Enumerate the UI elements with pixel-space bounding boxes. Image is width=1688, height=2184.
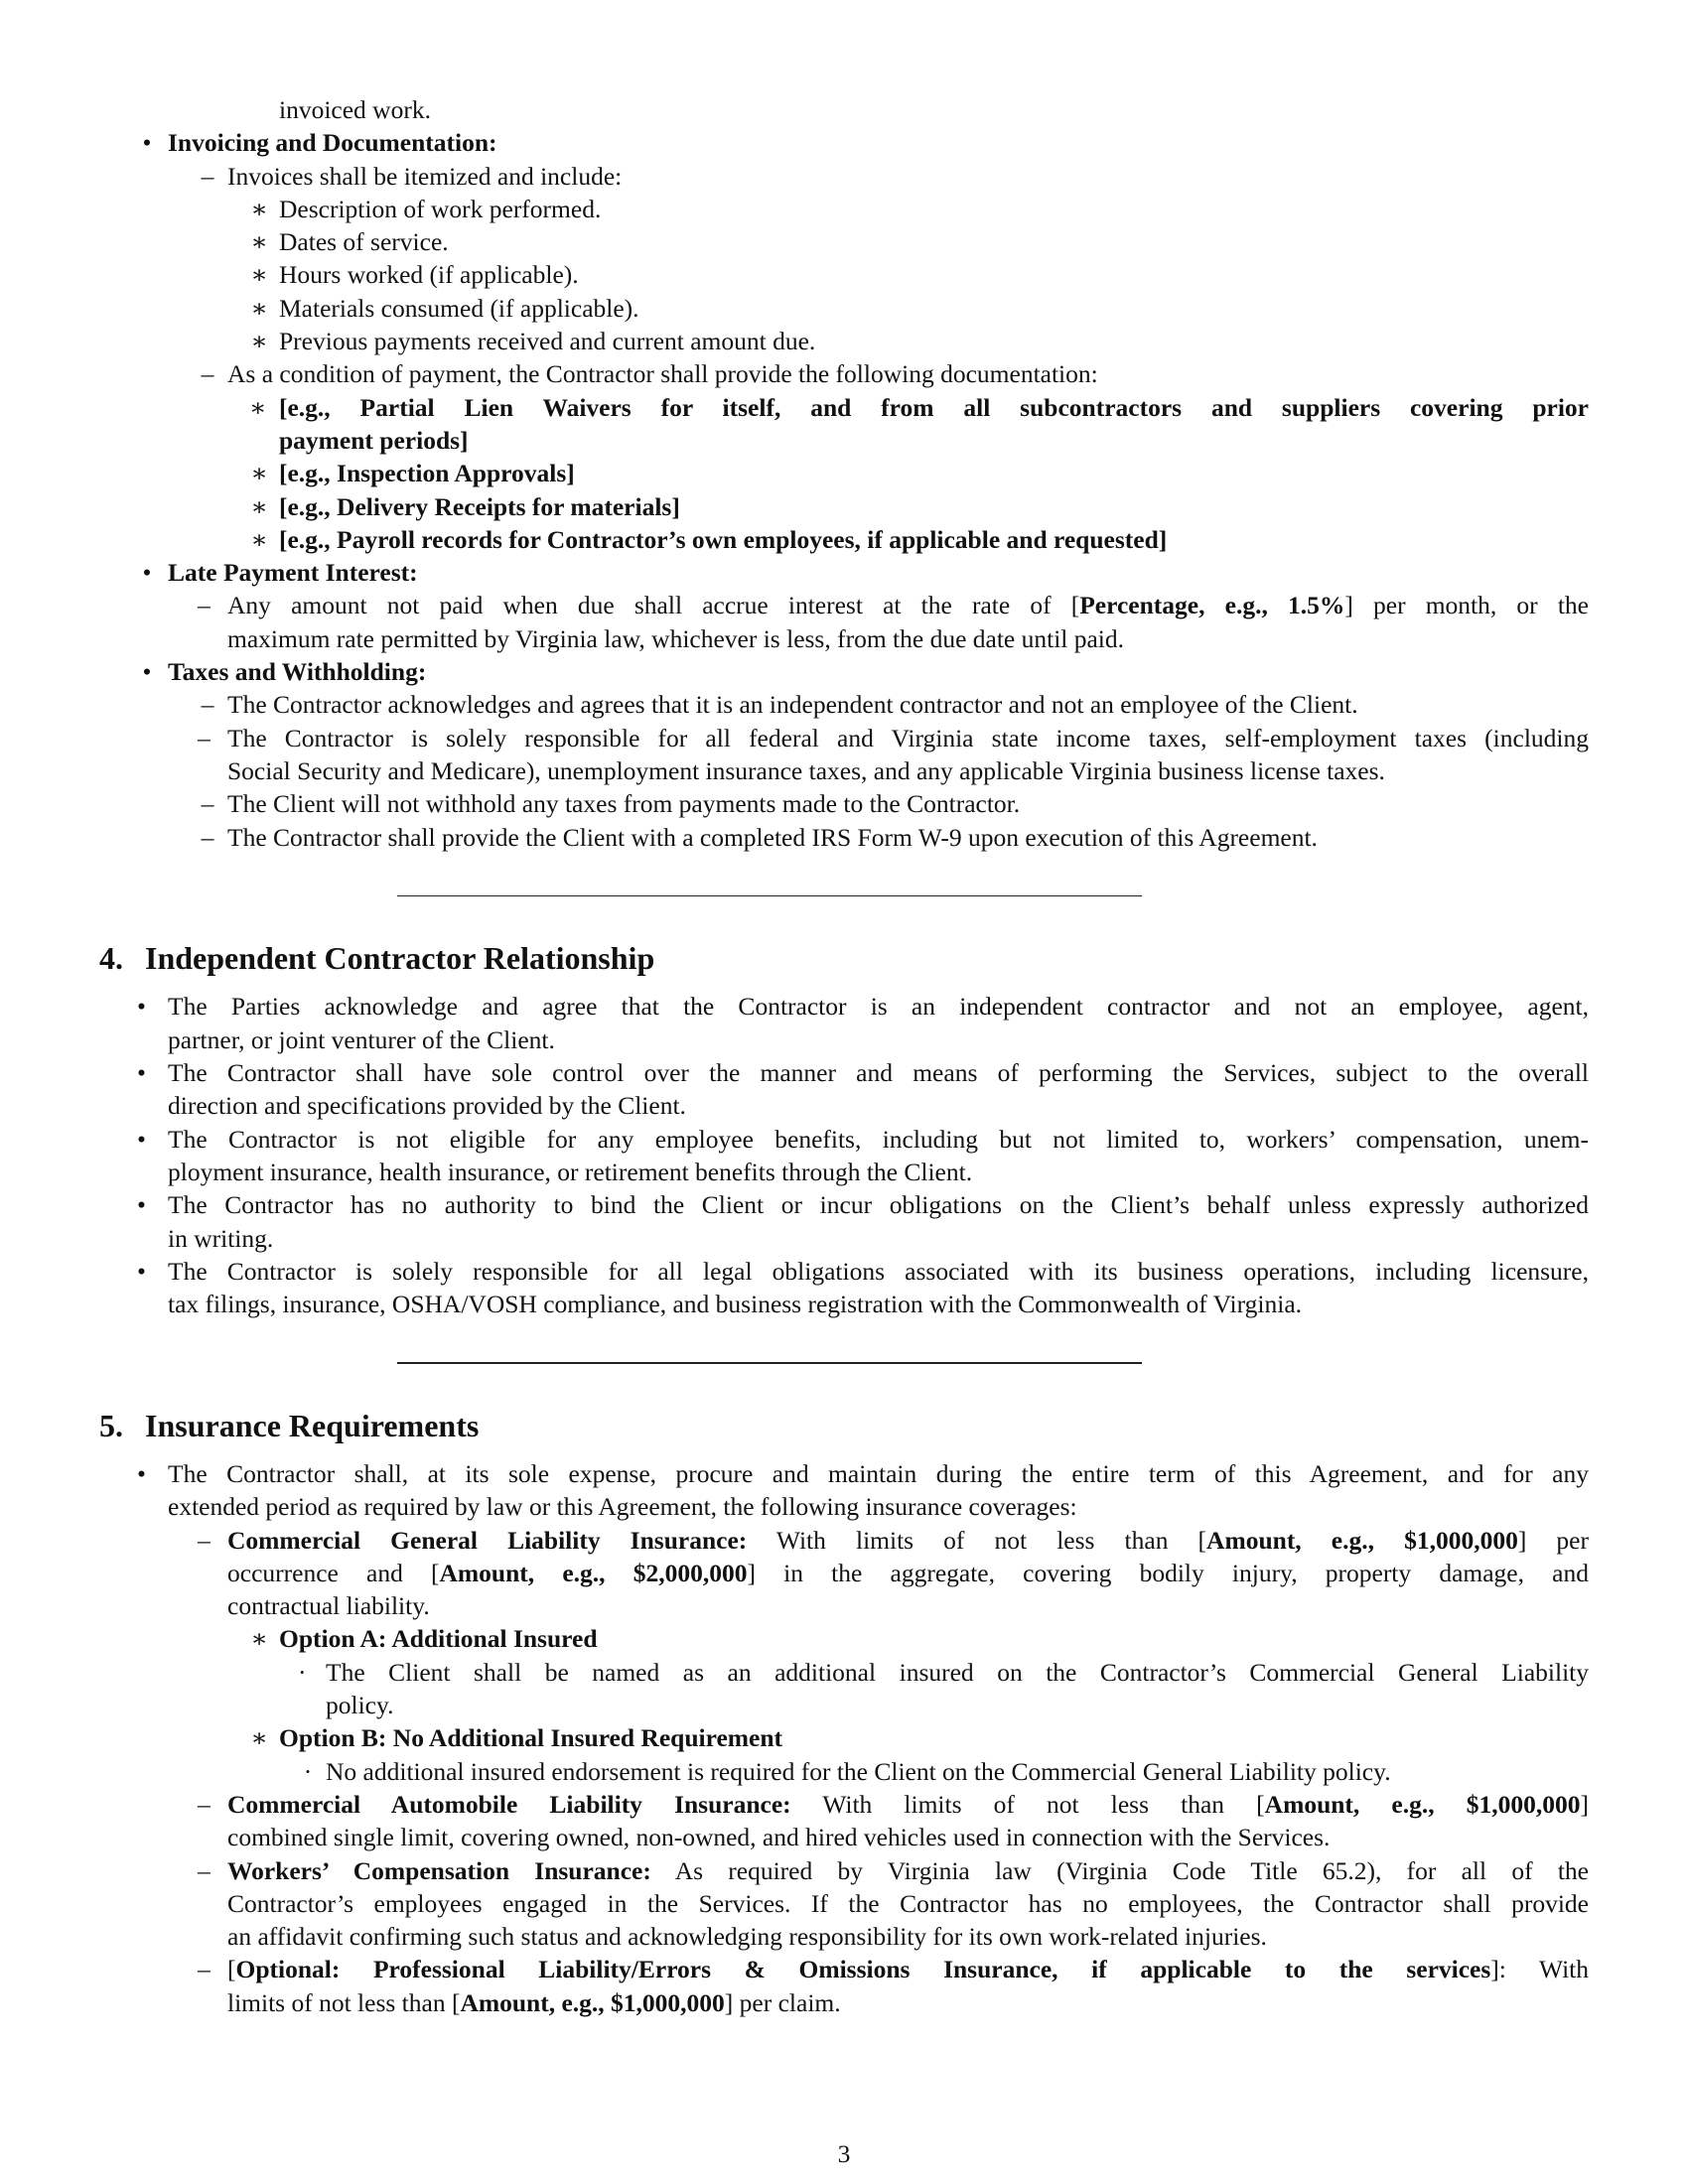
bullet-icon: • (137, 1458, 146, 1488)
dash-icon: – (198, 1789, 211, 1819)
item-text: [e.g., Delivery Receipts for materials] (279, 491, 680, 521)
item-text: As required by Virginia law (Virginia Code Title 65.2), for all of the (650, 1855, 1589, 1885)
item-text: Dates of service. (279, 227, 449, 257)
item-text: Invoices shall be itemized and include: (227, 161, 623, 191)
continued-text: invoiced work. (279, 95, 431, 124)
item-continuation: combined single limit, covering owned, non-owned, and hired vehicles used in connection with the Services. (227, 1823, 1331, 1852)
asterisk-icon: ∗ (250, 327, 268, 356)
item-heading: Taxes and Withholding: (168, 657, 427, 687)
item-text: The Contractor is not eligible for any employee benefits, including but not limited to, workers’ compensation, unem- (168, 1124, 1589, 1154)
list-item (99, 225, 1589, 258)
item-text: The Contractor is solely responsible for all legal obligations associated with its business operations, including licensure, (168, 1256, 1589, 1286)
item-text: [e.g., Payroll records for Contractor’s own employees, if applicable and requested] (279, 524, 1168, 554)
list-item (99, 325, 1589, 357)
list-item (99, 258, 1589, 291)
dash-icon: – (201, 161, 214, 191)
list-item (99, 292, 1589, 325)
bullet-icon: • (142, 657, 152, 687)
document-page (99, 93, 1589, 2019)
list-item (99, 1721, 1589, 1754)
list-item (99, 1854, 1589, 1887)
item-text: ] per month, or the (1344, 591, 1589, 620)
asterisk-icon: ∗ (250, 459, 268, 488)
list-item (99, 1188, 1589, 1221)
section-heading (99, 938, 1589, 978)
item-heading: Late Payment Interest: (168, 558, 418, 588)
list-item (99, 655, 1589, 688)
item-continuation: Contractor’s employees engaged in the Services. If the Contractor has no employees, the Contractor shall provide (227, 1888, 1589, 1918)
dash-icon: – (201, 690, 214, 720)
item-text: The Client will not withhold any taxes from payments made to the Contractor. (227, 789, 1021, 819)
section-number: 5. (99, 1407, 123, 1443)
item-text: ] (1580, 1789, 1589, 1819)
list-item (99, 722, 1589, 754)
item-continuation: partner, or joint venturer of the Client. (168, 1024, 555, 1054)
item-text: The Contractor has no authority to bind the Client or incur obligations on the Client’s behalf unless expressly authorized (168, 1190, 1589, 1220)
item-text: With limits of not less than [ (747, 1525, 1207, 1555)
page-number: 3 (837, 2139, 851, 2168)
dash-icon: – (198, 1855, 211, 1885)
item-continuation: an affidavit confirming such status and acknowledging responsibility for its own work-related injuries. (227, 1922, 1267, 1952)
dot-icon: · (298, 1657, 307, 1687)
list-item (99, 490, 1589, 523)
section-title: Independent Contractor Relationship (145, 940, 655, 977)
dash-icon: – (198, 1955, 211, 1984)
dash-icon: – (198, 591, 211, 620)
item-heading: Commercial Automobile Liability Insurance: (227, 1789, 791, 1819)
bullet-icon: • (137, 1058, 146, 1088)
placeholder-text: Optional: Professional Liability/Errors & Omissions Insurance, if applicable to the services (235, 1955, 1491, 1984)
dot-icon: · (303, 1756, 313, 1786)
asterisk-icon: ∗ (250, 491, 268, 521)
dash-icon: – (201, 822, 214, 852)
item-text: Description of work performed. (279, 194, 602, 223)
item-continuation: maximum rate permitted by Virginia law, whichever is less, from the due date until paid. (227, 623, 1125, 653)
item-text: [e.g., Partial Lien Waivers for itself, and from all subcontractors and suppliers covering prior (279, 392, 1589, 422)
item-text: [e.g., Inspection Approvals] (279, 459, 575, 488)
asterisk-icon: ∗ (249, 392, 267, 422)
item-text: The Client shall be named as an additional insured on the Contractor’s Commercial General Liability (326, 1657, 1589, 1687)
list-item (99, 1953, 1589, 1985)
bullet-icon: • (137, 1256, 146, 1286)
list-item (99, 787, 1589, 820)
item-text: The Contractor shall, at its sole expense, procure and maintain during the entire term of this Agreement, and for any (168, 1458, 1589, 1488)
item-text: ]: With (1490, 1955, 1589, 1984)
list-item (99, 1255, 1589, 1288)
item-continuation: policy. (326, 1691, 394, 1720)
bullet-icon: • (137, 992, 146, 1022)
list-item (99, 556, 1589, 589)
item-continuation: contractual liability. (227, 1591, 430, 1621)
item-text: Previous payments received and current amount due. (279, 327, 816, 356)
item-continuation: ployment insurance, health insurance, or retirement benefits through the Client. (168, 1157, 973, 1186)
list-item (99, 1622, 1589, 1655)
option-label: Option B: No Additional Insured Requirement (279, 1723, 783, 1753)
list-item (99, 1755, 1589, 1788)
asterisk-icon: ∗ (250, 1723, 268, 1753)
placeholder-text: Percentage, e.g., 1.5% (1079, 591, 1345, 620)
list-item (99, 1524, 1589, 1557)
item-text: Hours worked (if applicable). (279, 260, 579, 290)
list-item (99, 193, 1589, 225)
dash-icon: – (198, 723, 211, 752)
placeholder-text: Amount, e.g., $1,000,000 (1206, 1525, 1518, 1555)
item-text: The Contractor acknowledges and agrees that it is an independent contractor and not an employee of the Client. (227, 690, 1358, 720)
dash-icon: – (198, 1525, 211, 1555)
list-item (99, 688, 1589, 721)
list-item (99, 589, 1589, 621)
item-continuation: direction and specifications provided by the Client. (168, 1091, 686, 1121)
item-continuation: tax filings, insurance, OSHA/VOSH compliance, and business registration with the Commonwealth of Virginia. (168, 1290, 1303, 1319)
item-text: The Contractor is solely responsible for all federal and Virginia state income taxes, self-employment taxes (including (227, 723, 1589, 752)
list-item (99, 457, 1589, 489)
item-text: Any amount not paid when due shall accrue interest at the rate of [ (227, 591, 1080, 620)
item-text: Materials consumed (if applicable). (279, 293, 639, 323)
item-text: The Parties acknowledge and agree that the Contractor is an independent contractor and not an employee, agent, (168, 992, 1589, 1022)
item-continuation: Social Security and Medicare), unemployment insurance taxes, and any applicable Virginia business license taxes. (227, 755, 1385, 785)
section-divider (397, 1362, 1142, 1364)
list-item (99, 990, 1589, 1023)
item-continuation: occurrence and [Amount, e.g., $2,000,000] in the aggregate, covering bodily injury, property damage, and (227, 1558, 1589, 1587)
asterisk-icon: ∗ (250, 227, 268, 257)
list-item (99, 126, 1589, 159)
list-item (99, 1123, 1589, 1156)
asterisk-icon: ∗ (250, 293, 268, 323)
item-text: With limits of not less than [ (790, 1789, 1265, 1819)
item-text: No additional insured endorsement is required for the Client on the Commercial General Liability policy. (326, 1756, 1391, 1786)
dash-icon: – (201, 789, 214, 819)
asterisk-icon: ∗ (250, 260, 268, 290)
dash-icon: – (201, 359, 214, 389)
list-item (99, 821, 1589, 854)
item-continuation: payment periods] (279, 425, 469, 455)
item-heading: Invoicing and Documentation: (168, 128, 497, 158)
list-item (99, 1457, 1589, 1490)
list-item (99, 1056, 1589, 1089)
item-continuation: extended period as required by law or this Agreement, the following insurance coverages: (168, 1492, 1077, 1522)
asterisk-icon: ∗ (250, 194, 268, 223)
item-continuation: in writing. (168, 1223, 274, 1253)
option-label: Option A: Additional Insured (279, 1624, 598, 1654)
bullet-icon: • (142, 558, 152, 588)
item-heading: Commercial General Liability Insurance: (227, 1525, 748, 1555)
section-number: 4. (99, 940, 123, 977)
list-item (99, 160, 1589, 193)
item-text: The Contractor shall have sole control over the manner and means of performing the Services, subject to the overall (168, 1058, 1589, 1088)
placeholder-text: Amount, e.g., $1,000,000 (1264, 1789, 1581, 1819)
item-continuation: limits of not less than [Amount, e.g., $1,000,000] per claim. (227, 1987, 841, 2017)
item-heading: Workers’ Compensation Insurance: (227, 1855, 651, 1885)
bullet-icon: • (137, 1190, 146, 1220)
list-item (99, 1656, 1589, 1689)
list-item (99, 1788, 1589, 1821)
bullet-icon: • (137, 1124, 146, 1154)
section-divider (397, 895, 1142, 897)
asterisk-icon: ∗ (250, 1624, 268, 1654)
section-heading (99, 1406, 1589, 1445)
item-text: As a condition of payment, the Contractor shall provide the following documentation: (227, 359, 1098, 389)
asterisk-icon: ∗ (250, 524, 268, 554)
list-item (99, 523, 1589, 556)
list-item (99, 357, 1589, 390)
item-text: The Contractor shall provide the Client with a completed IRS Form W-9 upon execution of this Agreement. (227, 822, 1318, 852)
list-item (99, 391, 1589, 424)
item-text: ] per (1517, 1525, 1589, 1555)
bullet-icon: • (142, 128, 152, 158)
item-text: [ (227, 1955, 236, 1984)
section-title: Insurance Requirements (145, 1407, 480, 1443)
